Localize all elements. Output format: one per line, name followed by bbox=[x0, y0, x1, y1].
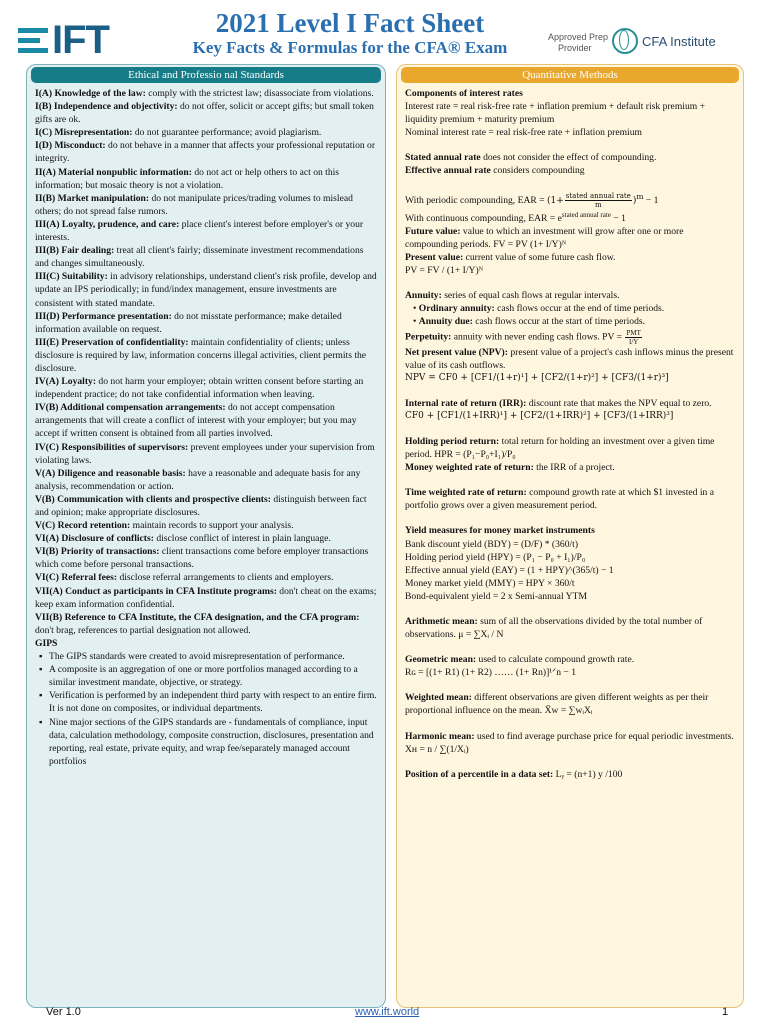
pct-text: Lᵧ = (n+1) y /100 bbox=[553, 768, 623, 780]
ethics-item-title: VI(A) Disclosure of conflicts: bbox=[35, 533, 154, 545]
comp-heading: Components of interest rates bbox=[405, 88, 523, 99]
ethics-item-title: IV(A) Loyalty: bbox=[35, 376, 97, 388]
ethics-item-text: do not behave in a manner that affects your professional reputation or integrity. bbox=[35, 140, 376, 165]
perp-den: I/Y bbox=[629, 337, 639, 346]
npv-formula: NPV = CF0 + [CF1/(1+r)¹] + [CF2/(1+r)²] + [CF3/(1+r)³] bbox=[405, 372, 669, 383]
ethics-item-text: disclose conflict of interest in plain language. bbox=[153, 533, 331, 545]
globe-icon bbox=[612, 28, 638, 54]
ethics-item-title: VII(B) Reference to CFA Institute, the CFA designation, and the CFA program: bbox=[35, 611, 360, 623]
ethics-item-title: IV(C) Responsibilities of supervisors: bbox=[35, 441, 189, 453]
ethics-item bbox=[35, 126, 377, 139]
ethics-item-title: II(A) Material nonpublic information: bbox=[35, 166, 192, 178]
hm-label: Harmonic mean: bbox=[405, 730, 475, 742]
ethics-item-text: prevent employees under your supervision from violating laws. bbox=[35, 441, 375, 466]
ethics-item-title: VI(B) Priority of transactions: bbox=[35, 546, 160, 558]
hpy-formula: Holding period yield (HPY) = (P₁ − P₀ + I₁)/P₀ bbox=[405, 551, 586, 563]
ethics-item-text: disclose referral arrangements to clients and employers. bbox=[117, 572, 334, 584]
continuous-tail: − 1 bbox=[610, 212, 626, 224]
website-link[interactable]: www.ift.world bbox=[355, 1006, 420, 1018]
ethics-item-title: III(E) Preservation of confidentiality: bbox=[35, 336, 189, 348]
ethics-item bbox=[35, 467, 377, 493]
npv-label: Net present value (NPV): bbox=[405, 346, 508, 358]
ethics-item bbox=[35, 401, 377, 440]
continuous-sup: stated annual rate bbox=[561, 210, 611, 219]
ethics-item-text: don't cheat on the exams; keep exam information confidential. bbox=[35, 585, 377, 610]
ethics-item bbox=[35, 375, 377, 401]
ethics-item-text: do not offer, solicit or accept gifts; but small token gifts are ok. bbox=[35, 101, 374, 126]
annuity-due-text: cash flows occur at the start of time periods. bbox=[472, 316, 645, 328]
ethics-item-text: do not manipulate prices/trading volumes to mislead others; do not spread false rumors. bbox=[35, 192, 353, 217]
gm-formula: Rɢ = [(1+ R1) (1+ R2) …… (1+ Rn)]¹ᐟn − 1 bbox=[405, 667, 577, 679]
title-sub: Key Facts & Formulas for the CFA® Exam bbox=[192, 38, 508, 57]
quant-body: Components of interest rates Interest rate = real risk-free rate + inflation premium + default risk premium + liquidity premium + maturity premium Nominal interest rate = real risk-free rate + inflation premium Stated annual rate does not consider the effect of compounding. Effective annual rate considers compounding With periodic compounding, EAR = (1+ $\frac{\text{stated annual rate}}{m}$ )$^m$ − 1 With continuous compounding, EAR = $e^{stated annual rate} - 1$ Future value: value to which an investment will grow after one or more compounding periods. FV = PV (1+ I/Y)ᴺ Present value: current value of some future cash flow. PV = FV / (1+ I/Y)ᴺ Annuity: series of equal cash flows at regular intervals. • Ordinary annuity: cash flows occur at the end of time periods. • Annuity due: cash flows occur at the start of time periods. Perpetuity: annuity with never ending cash flows. PV = $\frac{\text{PMT}}{I/Y}$ Net present value (NPV): present value of a project's cash inflows minus the present value of its cash outflows. NPV = CF0 + [CF1/(1+r)¹] + [CF2/(1+r)²] + [CF3/(1+r)³] Internal rate of return (IRR): discount rate that makes the NPV equal to zero. CF0 + [CF1/(1+IRR)¹] + [CF2/(1+IRR)²] + [CF3/(1+IRR)³] Holding period return: total return for holding an investment over a given time period. HPR = (P₁−P₀+I₁)/P₀ Money weighted rate of return: the IRR of a project. Time weighted rate of return: compound growth rate at which $1 invested in a portfolio grows over a given measurement period. Yield measures for money market instruments Bank discount yield (BDY) = (D/F) * (360/t) Holding period yield (HPY) = (P₁ − P₀ + I₁)/P₀ Effective annual yield (EAY) = (1 + HPY)^(365/t) − 1 Money market yield (MMY) = HPY × 360/t Bond-equivalent yield = 2 x Semi-annual YTM Arithmetic mean: sum of all the observations divided by the total number of observations. μ = ∑Xᵢ / N Geometric mean: used to calculate compound growth rate. Rɢ = [(1+ R1) (1+ R2) …… (1+ Rn)]¹ᐟn − 1 Weighted mean: different observations are given different weights as per their proportional influence on the mean. X̄w = ∑wᵢXᵢ Harmonic mean: used to find average purchase price for equal periodic investments. Xʜ = n / ∑(1/Xᵢ) Position of a percentile in a data set: Lᵧ = (n+1) y /100 bbox=[405, 88, 734, 780]
ethics-item-title: I(B) Independence and objectivity: bbox=[35, 101, 178, 113]
ethics-item-text: do not accept compensation arrangements that will create a conflict of interest with your employer; but you may accept if written consent is obtained from all parties involved. bbox=[35, 402, 357, 440]
ethics-item-text: do not guarantee performance; avoid plagiarism. bbox=[132, 127, 322, 139]
wm-text: different observations are given different weights as per their proportional influence on the mean. X̄w = ∑wᵢXᵢ bbox=[405, 692, 709, 717]
gips-item: ▪ A composite is an aggregation of one or more portfolios managed according to a similar investment mandate, objective, or strategy. bbox=[49, 663, 377, 689]
ethics-item-title: I(A) Knowledge of the law: bbox=[35, 88, 146, 99]
ethics-item-title: I(C) Misrepresentation: bbox=[35, 127, 133, 139]
gm-label: Geometric mean: bbox=[405, 654, 477, 666]
hm-text: used to find average purchase price for equal periodic investments. Xʜ = n / ∑(1/Xᵢ) bbox=[405, 730, 734, 755]
ethics-item bbox=[35, 100, 377, 126]
fv-label: Future value: bbox=[405, 225, 461, 237]
pct-label: Position of a percentile in a data set: bbox=[405, 768, 554, 780]
logo-bars-icon bbox=[18, 28, 48, 53]
ethics-item bbox=[35, 270, 377, 309]
ethics-item bbox=[35, 166, 377, 192]
ethics-item bbox=[35, 493, 377, 519]
ethics-item bbox=[35, 571, 377, 584]
ethics-item-title: III(B) Fair dealing: bbox=[35, 245, 115, 257]
logo-text: IFT bbox=[52, 18, 109, 62]
irr-formula: CF0 + [CF1/(1+IRR)¹] + [CF2/(1+IRR)²] + [CF3/(1+IRR)³] bbox=[405, 410, 674, 421]
periodic-tail: − 1 bbox=[643, 194, 659, 206]
ethics-item-title: IV(B) Additional compensation arrangements: bbox=[35, 402, 226, 414]
ear-continuous-formula bbox=[405, 209, 735, 225]
ethics-item-title: V(A) Diligence and reasonable basis: bbox=[35, 467, 186, 479]
mmy-formula: Money market yield (MMY) = HPY × 360/t bbox=[405, 577, 575, 589]
ethics-item bbox=[35, 545, 377, 571]
gm-text: used to calculate compound growth rate. bbox=[476, 654, 635, 666]
bdy-formula: Bank discount yield (BDY) = (D/F) * (360/t) bbox=[405, 538, 579, 550]
bey-formula: Bond-equivalent yield = 2 x Semi-annual YTM bbox=[405, 590, 587, 602]
annuity-label: Annuity: bbox=[405, 290, 442, 302]
ethics-item-title: VII(A) Conduct as participants in CFA Institute programs: bbox=[35, 585, 277, 597]
sar-label: Stated annual rate bbox=[405, 152, 481, 164]
hpr-label: Holding period return: bbox=[405, 435, 500, 447]
ethics-item-text: have a reasonable and adequate basis for any analysis, recommendation or action. bbox=[35, 467, 361, 492]
ethics-item-text: treat all client's fairly; disseminate investment recommendations and changes simultaneously. bbox=[35, 245, 364, 270]
am-label: Arithmetic mean: bbox=[405, 616, 478, 627]
ethics-item-text: maintain records to support your analysis. bbox=[130, 520, 294, 532]
mwr-text: the IRR of a project. bbox=[533, 462, 615, 474]
header bbox=[0, 0, 768, 64]
periodic-den: m bbox=[594, 200, 602, 209]
annuity-due-label: Annuity due: bbox=[418, 316, 473, 328]
cfa-name: CFA Institute bbox=[642, 33, 716, 49]
ethics-item bbox=[35, 611, 377, 637]
twr-label: Time weighted rate of return: bbox=[405, 487, 527, 499]
gips-item: ▪ The GIPS standards were created to avoid misrepresentation of performance. bbox=[49, 650, 377, 663]
pv-text: current value of some future cash flow. bbox=[463, 252, 616, 264]
wm-label: Weighted mean: bbox=[405, 692, 472, 704]
twr-text: compound growth rate at which $1 invested in a portfolio grows over a given measurement period. bbox=[405, 487, 714, 512]
page-number: 1 bbox=[722, 1006, 729, 1018]
ethics-item-title: V(B) Communication with clients and prospective clients: bbox=[35, 493, 271, 505]
ordinary-annuity-text: cash flows occur at the end of time periods. bbox=[494, 303, 665, 315]
page-title bbox=[170, 8, 530, 58]
hpr-text: total return for holding an investment over a given time period. HPR = (P₁−P₀+I₁)/P₀ bbox=[405, 435, 715, 461]
ethics-list bbox=[35, 87, 377, 637]
ethics-item-text: do not harm your employer; obtain written consent before starting an independent practice; do not take confidential information when leaving. bbox=[35, 376, 364, 401]
gips-item: ▪ Verification is performed by an independent third party with respect to an entire firm. It is not done on composites, or individual departments. bbox=[49, 689, 377, 715]
ethics-item bbox=[35, 441, 377, 467]
comp-line2: Nominal interest rate = real risk-free rate + inflation premium bbox=[405, 127, 642, 139]
ethics-item-text: maintain confidentiality of clients; unless disclosure is required by law, information concerns illegal activities, client permits the disclosure. bbox=[35, 336, 367, 374]
ethics-item bbox=[35, 218, 377, 244]
approved-provider bbox=[548, 32, 608, 54]
gips-heading: GIPS bbox=[35, 637, 58, 649]
approved-line2: Provider bbox=[558, 43, 592, 53]
ift-logo bbox=[18, 18, 109, 62]
gips-list bbox=[35, 650, 377, 768]
ethics-item-text: do not misstate performance; make detailed information available on request. bbox=[35, 310, 342, 335]
ethics-heading: Ethical and Professio nal Standards bbox=[31, 67, 381, 83]
ethics-item bbox=[35, 244, 377, 270]
ethics-item bbox=[35, 532, 377, 545]
ethics-item bbox=[35, 87, 377, 100]
ethics-item-title: III(D) Performance presentation: bbox=[35, 310, 172, 322]
ethics-item-title: III(A) Loyalty, prudence, and care: bbox=[35, 218, 180, 230]
ear-label: Effective annual rate bbox=[405, 165, 491, 177]
periodic-num: stated annual rate bbox=[565, 191, 631, 200]
ear-text: considers compounding bbox=[490, 165, 585, 177]
comp-line1: Interest rate = real risk-free rate + inflation premium + default risk premium + liquidity premium + maturity premium bbox=[405, 101, 706, 126]
perpetuity-label: Perpetuity: bbox=[405, 331, 452, 343]
cfa-institute-logo bbox=[612, 28, 716, 54]
eay-formula: Effective annual yield (EAY) = (1 + HPY)^(365/t) − 1 bbox=[405, 564, 614, 576]
ethics-item bbox=[35, 139, 377, 165]
ethics-body bbox=[27, 85, 385, 768]
irr-label: Internal rate of return (IRR): bbox=[405, 397, 527, 409]
approved-line1: Approved Prep bbox=[548, 32, 609, 42]
perp-num: PMT bbox=[626, 328, 641, 337]
fv-text: value to which an investment will grow after one or more compounding periods. FV = PV (1+ I/Y)ᴺ bbox=[405, 225, 684, 250]
pv-label: Present value: bbox=[405, 252, 464, 264]
ethics-item bbox=[35, 519, 377, 532]
title-main: 2021 Level I Fact Sheet bbox=[215, 8, 485, 38]
ethics-item-text: distinguish between fact and opinion; make appropriate disclosures. bbox=[35, 493, 367, 518]
version: Ver 1.0 bbox=[46, 1006, 81, 1018]
ethics-item bbox=[35, 336, 377, 375]
perpetuity-text: annuity with never ending cash flows. PV = bbox=[451, 331, 625, 343]
ethics-item-title: VI(C) Referral fees: bbox=[35, 572, 118, 584]
ethics-item-title: II(B) Market manipulation: bbox=[35, 192, 150, 204]
npv-text: present value of a project's cash inflows minus the present value of its cash outflows. bbox=[405, 346, 734, 371]
yield-heading: Yield measures for money market instruments bbox=[405, 525, 595, 537]
ethics-item-text: comply with the strictest law; disassociate from violations. bbox=[145, 88, 374, 99]
ethics-item-text: do not act or help others to act on this information; but mosaic theory is not a violation. bbox=[35, 166, 340, 191]
ethics-item bbox=[35, 585, 377, 611]
ethics-item-title: V(C) Record retention: bbox=[35, 520, 131, 532]
continuous-text: With continuous compounding, EAR = e bbox=[405, 212, 562, 224]
pv-formula: PV = FV / (1+ I/Y)ᴺ bbox=[405, 265, 484, 277]
ear-periodic-formula: With periodic compounding, EAR = (1+ $\frac{\text{stated annual rate}}{m}$ )$^m$ − 1 bbox=[405, 191, 659, 209]
ethics-item-text: client transactions come before employer transactions which come before personal transactions. bbox=[35, 546, 369, 571]
gips-item: ▪ Nine major sections of the GIPS standards are - fundamentals of compliance, input data, calculation methodology, composite construction, disclosures, presentation and reporting, real estate, private equity, and wrap fee/separately managed account portfolios bbox=[49, 716, 377, 768]
ethics-item-title: I(D) Misconduct: bbox=[35, 140, 106, 152]
quant-heading: Quantitative Methods bbox=[401, 67, 739, 83]
mwr-label: Money weighted rate of return: bbox=[405, 462, 534, 474]
ethics-item-text: don't brag, references to partial designation not allowed. bbox=[35, 624, 251, 636]
footer bbox=[0, 1006, 768, 1024]
ethics-item-text: in advisory relationships, understand client's risk profile, develop and update an IPS periodically; in fund/index management, ensure investments are consistent with stated mandate. bbox=[35, 271, 377, 309]
sar-text: does not consider the effect of compounding. bbox=[480, 152, 657, 164]
annuity-text: series of equal cash flows at regular intervals. bbox=[441, 290, 620, 302]
ethics-column bbox=[26, 64, 386, 1008]
irr-text: discount rate that makes the NPV equal to zero. bbox=[526, 397, 712, 409]
ethics-item-title: III(C) Suitability: bbox=[35, 271, 108, 283]
am-text: sum of all the observations divided by the total number of observations. μ = ∑Xᵢ / N bbox=[405, 616, 703, 641]
ordinary-annuity-label: Ordinary annuity: bbox=[418, 303, 495, 315]
ethics-item bbox=[35, 192, 377, 218]
periodic-text: With periodic compounding, EAR = bbox=[405, 194, 547, 206]
ethics-item bbox=[35, 310, 377, 336]
ethics-item-text: place client's interest before employer's or your interests. bbox=[35, 218, 364, 244]
quant-column bbox=[396, 64, 744, 1008]
